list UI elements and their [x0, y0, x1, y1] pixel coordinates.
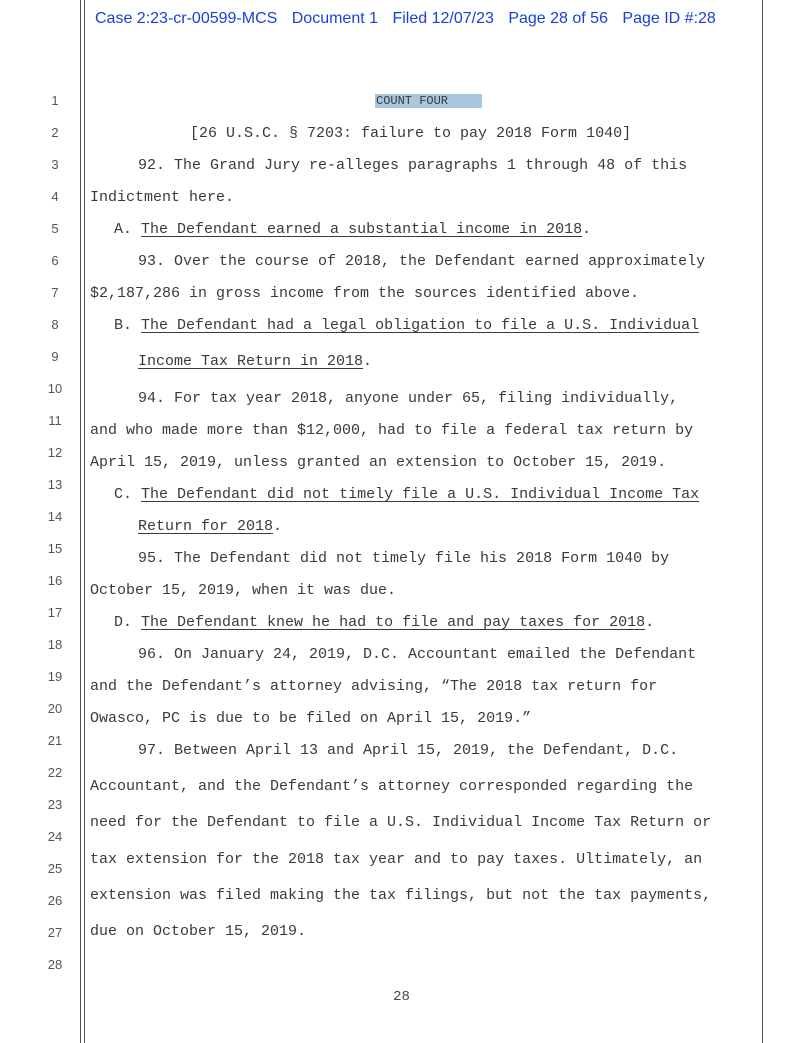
- line-number: 13: [47, 477, 63, 492]
- line-number: 25: [47, 861, 63, 876]
- line-number: 6: [51, 253, 59, 268]
- paragraph-97-line: Accountant, and the Defendant’s attorney corresponded regarding the: [90, 778, 694, 795]
- line-number: 9: [51, 349, 59, 364]
- page-number: 28: [393, 989, 410, 1005]
- left-margin-rule-inner: [84, 0, 85, 1043]
- paragraph-95-line: October 15, 2019, when it was due.: [90, 582, 397, 599]
- line-number: 15: [47, 541, 63, 556]
- line-number: 3: [51, 157, 59, 172]
- heading-period: .: [645, 614, 655, 631]
- line-number: 18: [47, 637, 63, 652]
- heading-label: D.: [114, 614, 133, 631]
- line-number: 21: [47, 733, 63, 748]
- heading-text: The Defendant had a legal obligation to file a U.S. Individual: [141, 317, 700, 334]
- line-number: 7: [51, 285, 59, 300]
- line-number: 17: [47, 605, 63, 620]
- paragraph-96-line: 96. On January 24, 2019, D.C. Accountant emailed the Defendant: [138, 646, 697, 663]
- paragraph-97-line: extension was filed making the tax filings, but not the tax payments,: [90, 887, 712, 904]
- page-id: Page ID #:28: [622, 10, 716, 27]
- line-number: 12: [47, 445, 63, 460]
- heading-period: .: [363, 353, 373, 370]
- heading-text: Return for 2018: [138, 518, 274, 535]
- paragraph-97-line: tax extension for the 2018 tax year and to pay taxes. Ultimately, an: [90, 851, 703, 868]
- section-heading-a: [114, 221, 591, 239]
- line-number: 16: [47, 573, 63, 588]
- line-number: 8: [51, 317, 59, 332]
- line-number: 23: [47, 797, 63, 812]
- count-title: COUNT FOUR: [376, 94, 449, 108]
- section-heading-d: [114, 614, 654, 632]
- line-number: 1: [51, 93, 59, 108]
- heading-label: A.: [114, 221, 133, 238]
- heading-period: .: [582, 221, 592, 238]
- right-margin-rule: [762, 0, 763, 1043]
- line-number: 28: [47, 957, 63, 972]
- line-number: 10: [47, 381, 63, 396]
- paragraph-96-line: Owasco, PC is due to be filed on April 15, 2019.”: [90, 710, 532, 727]
- heading-period: .: [273, 518, 283, 535]
- heading-text: The Defendant earned a substantial income in 2018: [141, 221, 583, 238]
- heading-text: The Defendant did not timely file a U.S. Individual Income Tax: [141, 486, 700, 503]
- paragraph-97-line: need for the Defendant to file a U.S. Individual Income Tax Return or: [90, 814, 712, 831]
- heading-text: Income Tax Return in 2018: [138, 353, 364, 370]
- filed-date: Filed 12/07/23: [392, 10, 494, 27]
- paragraph-93-line: 93. Over the course of 2018, the Defendant earned approximately: [138, 253, 706, 270]
- line-number: 26: [47, 893, 63, 908]
- paragraph-93-line: $2,187,286 in gross income from the sources identified above.: [90, 285, 640, 302]
- paragraph-96-line: and the Defendant’s attorney advising, “The 2018 tax return for: [90, 678, 658, 695]
- line-number: 14: [47, 509, 63, 524]
- count-title-highlight: [375, 94, 482, 108]
- line-number: 22: [47, 765, 63, 780]
- line-number: 19: [47, 669, 63, 684]
- line-number: 11: [48, 413, 62, 428]
- case-number: Case 2:23-cr-00599-MCS: [95, 10, 278, 27]
- paragraph-95-line: 95. The Defendant did not timely file his 2018 Form 1040 by: [138, 550, 670, 567]
- section-heading-c-cont: [138, 518, 282, 536]
- section-heading-b: [114, 317, 699, 335]
- paragraph-92-line: Indictment here.: [90, 189, 235, 206]
- line-number: 20: [47, 701, 63, 716]
- section-heading-c: [114, 486, 699, 504]
- document-number: Document 1: [291, 10, 379, 27]
- page-count: Page 28 of 56: [508, 10, 608, 27]
- section-heading-b-cont: [138, 353, 372, 371]
- line-number: 24: [47, 829, 63, 844]
- heading-label: C.: [114, 486, 133, 503]
- line-number: 5: [51, 221, 59, 236]
- paragraph-97-line: 97. Between April 13 and April 15, 2019, the Defendant, D.C.: [138, 742, 679, 759]
- heading-text: The Defendant knew he had to file and pay taxes for 2018: [141, 614, 646, 631]
- paragraph-94-line: 94. For tax year 2018, anyone under 65, filing individually,: [138, 390, 679, 407]
- left-margin-rule: [80, 0, 81, 1043]
- case-header: [95, 10, 726, 28]
- paragraph-94-line: and who made more than $12,000, had to file a federal tax return by: [90, 422, 694, 439]
- paragraph-94-line: April 15, 2019, unless granted an extension to October 15, 2019.: [90, 454, 667, 471]
- line-number: 2: [51, 125, 59, 140]
- paragraph-97-line: due on October 15, 2019.: [90, 923, 307, 940]
- line-number: 27: [47, 925, 63, 940]
- statute-subtitle: [26 U.S.C. § 7203: failure to pay 2018 Form 1040]: [190, 125, 632, 142]
- heading-label: B.: [114, 317, 133, 334]
- paragraph-92-line: 92. The Grand Jury re-alleges paragraphs 1 through 48 of this: [138, 157, 688, 174]
- line-number: 4: [51, 189, 59, 204]
